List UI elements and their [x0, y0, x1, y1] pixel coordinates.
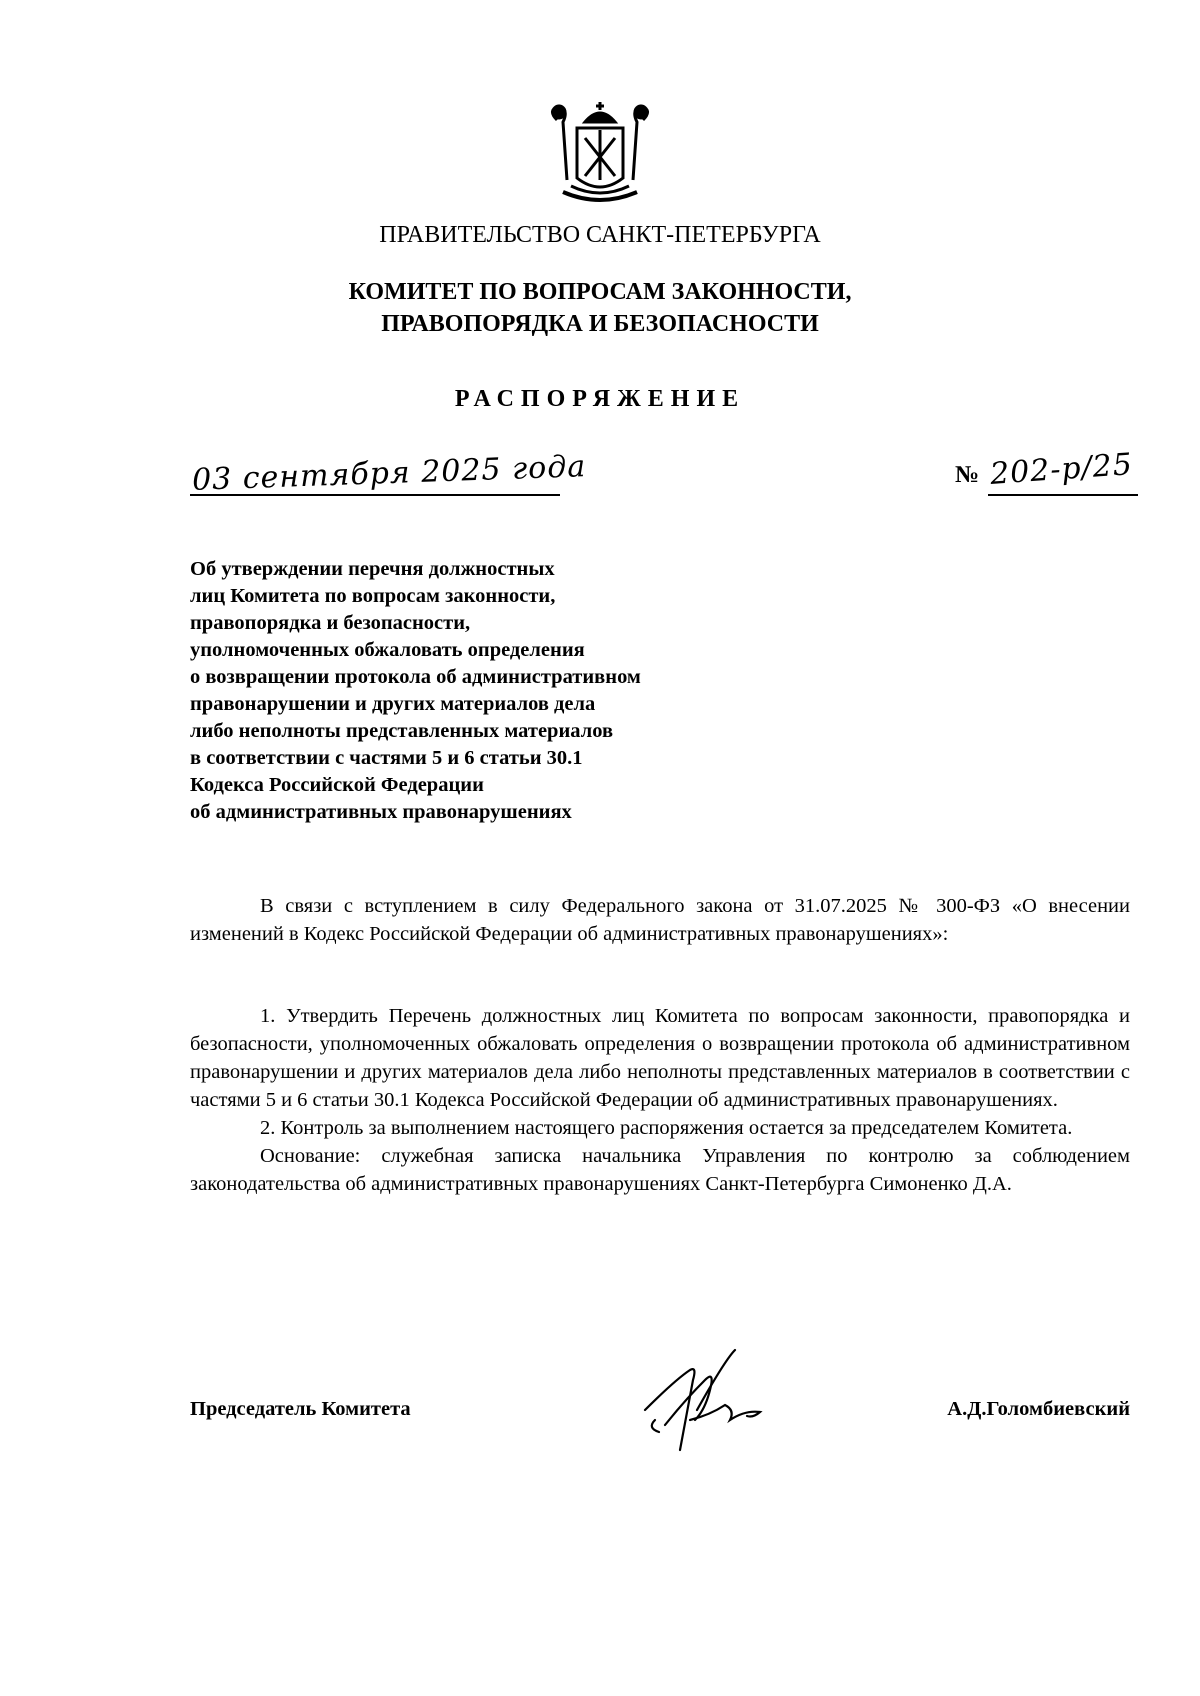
item-1-paragraph: 1. Утвердить Перечень должностных лиц Комитета по вопросам законности, правопорядка и безопасности, уполномоченных обжаловать определения о возвращении протокола об административном правонарушении и других материалов дела либо неполноты представленных материалов в соответствии с частями 5 и 6 статьи 30.1 Кодекса Российской Федерации об административных правонарушениях.: [190, 1005, 1130, 1111]
subject-line: в соответствии с частями 5 и 6 статьи 30.1: [190, 747, 583, 769]
document-type: РАСПОРЯЖЕНИЕ: [454, 386, 746, 412]
signature-icon: [635, 1340, 775, 1470]
preamble-block: [190, 892, 1130, 948]
government-title: ПРАВИТЕЛЬСТВО САНКТ-ПЕТЕРБУРГА: [379, 222, 821, 248]
subject-line: либо неполноты представленных материалов: [190, 720, 614, 742]
document-subject: [190, 556, 790, 826]
subject-line: Об утверждении перечня должностных: [190, 558, 555, 580]
number-sign: №: [955, 462, 980, 488]
committee-title: [0, 276, 1200, 340]
signatory-role: Председатель Комитета: [190, 1398, 411, 1420]
item-2-paragraph: 2. Контроль за выполнением настоящего распоряжения остается за председателем Комитета.: [260, 1117, 1073, 1139]
subject-line: лиц Комитета по вопросам законности,: [190, 585, 556, 607]
committee-line-2: ПРАВОПОРЯДКА И БЕЗОПАСНОСТИ: [381, 311, 819, 337]
items-block: [190, 1002, 1130, 1198]
signatory-name: А.Д.Голомбиевский: [947, 1398, 1130, 1420]
subject-line: правонарушении и других материалов дела: [190, 693, 596, 715]
subject-line: уполномоченных обжаловать определения: [190, 639, 585, 661]
preamble-paragraph: В связи с вступлением в силу Федерального закона от 31.07.2025 № 300-ФЗ «О внесении изменений в Кодекс Российской Федерации об административных правонарушениях»:: [190, 895, 1130, 945]
committee-line-1: КОМИТЕТ ПО ВОПРОСАМ ЗАКОННОСТИ,: [348, 279, 852, 305]
coat-of-arms-icon: [545, 100, 655, 210]
subject-line: об административных правонарушениях: [190, 801, 572, 823]
basis-paragraph: Основание: служебная записка начальника Управления по контролю за соблюдением законодательства об административных правонарушениях Санкт-Петербурга Симоненко Д.А.: [190, 1145, 1130, 1195]
document-number: 202-р/25: [988, 447, 1134, 492]
subject-line: правопорядка и безопасности,: [190, 612, 471, 634]
subject-line: Кодекса Российской Федерации: [190, 774, 484, 796]
subject-line: о возвращении протокола об административном: [190, 666, 641, 688]
document-date: 03 сентября 2025 года: [191, 449, 587, 498]
